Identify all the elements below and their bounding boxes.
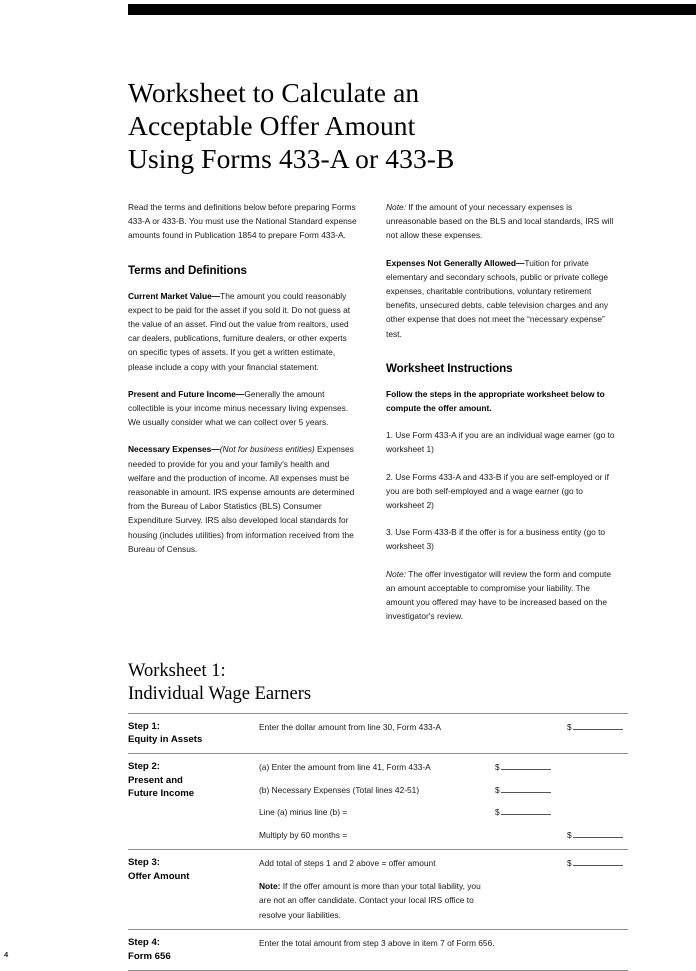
outer-amount-cell <box>567 850 628 930</box>
blank-rule[interactable] <box>501 806 551 815</box>
step-cell <box>128 754 259 850</box>
blank-rule[interactable] <box>573 829 623 838</box>
term-dash: — <box>211 444 220 455</box>
page-number: 4 <box>4 950 9 959</box>
term-italic-note: (Not for business entities) <box>219 444 315 455</box>
step-label-line: Present and <box>128 774 183 786</box>
description-line: (a) Enter the amount from line 41, Form 433-A <box>259 762 431 773</box>
step-label-line: Step 4: <box>128 937 160 949</box>
inner-amount-cell <box>495 754 567 850</box>
amount-blank[interactable] <box>567 828 628 843</box>
note-label: Note: <box>386 202 407 212</box>
intro-paragraph: Read the terms and definitions below before preparing Forms 433-A or 433-B. You must use the National Standard expense amounts found in Publication 1854 to prepare Form 433-A. <box>128 202 357 241</box>
inner-amount-cell <box>495 850 567 930</box>
term-current-market-value <box>128 289 358 374</box>
step-cell <box>128 850 259 930</box>
outer-amount-cell <box>567 930 628 970</box>
blank-rule[interactable] <box>501 761 551 770</box>
description-cell <box>259 850 495 930</box>
page-title-line-3: Using Forms 433-A or 433-B <box>128 143 455 174</box>
step-label-line: Equity in Assets <box>128 734 203 746</box>
blank-rule[interactable] <box>501 784 551 793</box>
inner-amount-cell <box>495 930 567 970</box>
page-title-line-2: Acceptable Offer Amount <box>128 110 416 141</box>
amount-blank[interactable] <box>567 720 628 735</box>
step-label-line: Step 1: <box>128 721 160 732</box>
left-column <box>128 200 358 556</box>
step-note <box>259 879 495 923</box>
worksheet-instructions-heading: Worksheet Instructions <box>386 361 513 375</box>
table-row <box>128 714 628 754</box>
dollar-sign: $ <box>495 807 500 818</box>
step-cell <box>128 930 259 970</box>
term-body: Generally the amount collectible is your income minus necessary living expenses. We usually consider what we can collect over 5 years. <box>128 388 349 428</box>
instruction-item-1: 1. Use Form 433-A if you are an individual wage earner (go to worksheet 1) <box>386 430 615 455</box>
note-text: If the offer amount is more than your total liability, you are not an offer candidate. Contact your local IRS office to resolve your liabilities. <box>259 880 481 920</box>
inner-amount-cell <box>495 714 567 754</box>
dollar-sign: $ <box>567 858 572 869</box>
instructions-lead: Follow the steps in the appropriate worksheet below to compute the offer amount. <box>386 388 605 414</box>
term-dash: — <box>516 257 525 268</box>
term-body: Tuition for private elementary and secondary schools, public or private college expenses, charitable contributions, voluntary retirement benefits, unsecured debts, cable television charges and any other expense that does not meet the “necessary expense” test. <box>386 257 609 339</box>
term-necessary-expenses <box>128 442 358 556</box>
amount-blank[interactable] <box>495 805 567 820</box>
description-line: Add total of steps 1 and 2 above = offer amount <box>259 858 436 869</box>
table-row <box>128 930 628 970</box>
amount-blank[interactable] <box>495 783 567 798</box>
step-label-line: Form 656 <box>128 950 171 962</box>
instruction-item-2: 2. Use Forms 433-A and 433-B if you are self-employed or if you are both self-employed and a wage earner (go to worksheet 2) <box>386 471 609 511</box>
amount-blank[interactable] <box>495 760 567 775</box>
worksheet-table <box>128 713 628 971</box>
investigator-review-note <box>386 567 616 624</box>
instruction-item-3: 3. Use Form 433-B if the offer is for a business entity (go to worksheet 3) <box>386 527 606 552</box>
description-line: (b) Necessary Expenses (Total lines 42-51) <box>259 784 420 795</box>
dollar-sign: $ <box>495 784 500 795</box>
term-label: Present and Future Income <box>128 388 236 399</box>
dollar-sign: $ <box>567 722 572 732</box>
description-line: Line (a) minus line (b) = <box>259 807 348 818</box>
description-cell <box>259 930 495 970</box>
step-label-line: Step 3: <box>128 857 160 869</box>
step-label-line: Step 2: <box>128 761 160 773</box>
blank-rule[interactable] <box>573 721 623 730</box>
page-title-line-1: Worksheet to Calculate an <box>128 77 420 108</box>
table-row <box>128 850 628 930</box>
worksheet-title <box>128 660 598 705</box>
table-row <box>128 754 628 850</box>
term-body: Expenses needed to provide for you and your family's health and welfare and the production of income. All expenses must be reasonable in amount. IRS expense amounts are determined from the Bureau of Labor Statistics (BLS) Consumer Expenditure Survey. IRS also developed local standards for housing (includes utilities) from information received from the Bureau of Census. <box>128 444 355 554</box>
outer-amount-cell <box>567 714 628 754</box>
dollar-sign: $ <box>495 762 500 773</box>
description-line: Enter the total amount from step 3 above in item 7 of Form 656. <box>259 938 495 949</box>
outer-amount-cell <box>567 754 628 850</box>
description-cell <box>259 754 495 850</box>
amount-blank[interactable] <box>567 856 628 871</box>
description-line: Enter the dollar amount from line 30, Form 433-A <box>259 722 442 732</box>
worksheet-title-line-1: Worksheet 1: <box>128 661 226 681</box>
worksheet-title-line-2: Individual Wage Earners <box>128 683 312 704</box>
note-label: Note: <box>259 880 281 891</box>
term-present-and-future-income <box>128 387 358 430</box>
expenses-not-allowed <box>386 256 616 341</box>
term-dash: — <box>235 388 245 399</box>
term-body: The amount you could reasonably expect to be paid for the asset if you sold it. Do not guess at the value of an asset. Find out the value from realtors, used car dealers, publications, furniture dealers, or other experts on specific types of assets. If you get a written estimate, please include a copy with your financial statement. <box>128 290 351 372</box>
terms-and-definitions-heading: Terms and Definitions <box>128 263 247 277</box>
blank-rule[interactable] <box>573 857 623 866</box>
term-label: Expenses Not Generally Allowed <box>386 257 517 268</box>
step-label-line: Future Income <box>128 787 195 799</box>
note-text: If the amount of your necessary expenses is unreasonable based on the BLS and local standards, IRS will not allow these expenses. <box>386 202 614 241</box>
step-cell <box>128 714 259 754</box>
unreasonable-expenses-note <box>386 200 616 243</box>
page-title <box>128 76 598 175</box>
header-black-bar <box>128 4 696 15</box>
term-label: Necessary Expenses <box>128 444 212 455</box>
note-text: The offer investigator will review the form and compute an amount acceptable to compromise your liability. The amount you offered may have to be increased based on the investigator's review. <box>386 568 612 622</box>
dollar-sign: $ <box>567 829 572 840</box>
note-label: Note: <box>386 568 407 579</box>
term-dash: — <box>211 290 221 301</box>
term-label: Current Market Value <box>128 290 212 301</box>
right-column <box>386 200 616 623</box>
step-label-line: Offer Amount <box>128 870 190 882</box>
description-cell <box>259 714 495 754</box>
description-line: Multiply by 60 months = <box>259 829 348 840</box>
